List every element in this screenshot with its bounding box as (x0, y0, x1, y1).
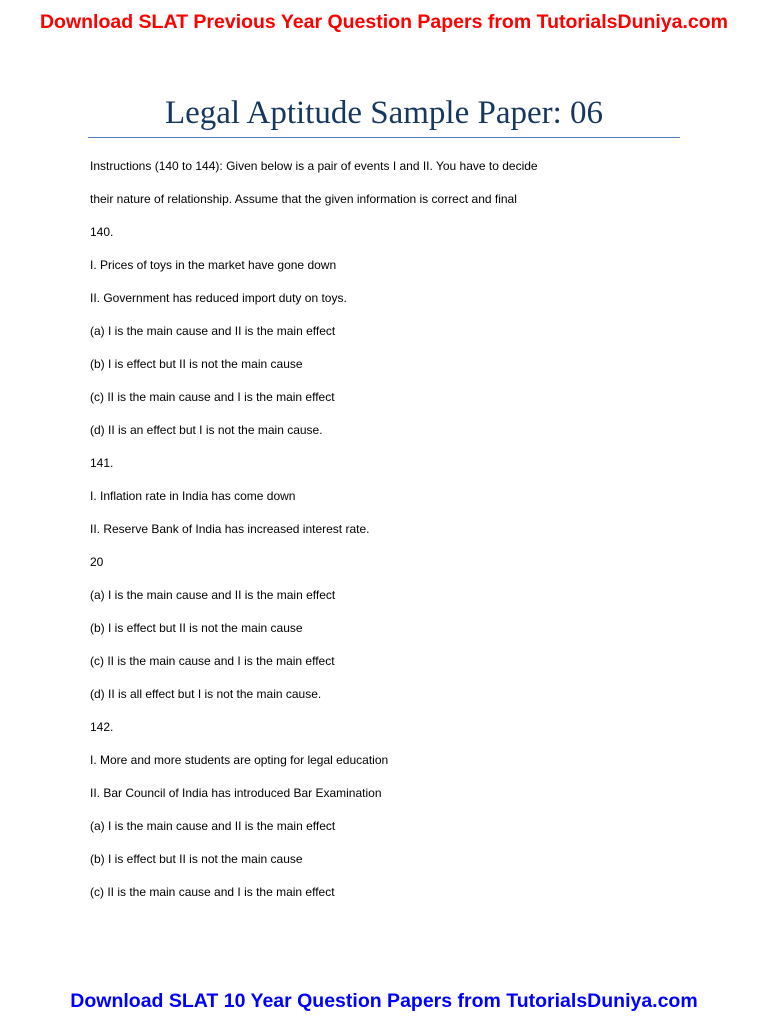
option-a-140: (a) I is the main cause and II is the main effect (90, 324, 336, 338)
option-d-140: (d) II is an effect but I is not the main cause. (90, 423, 323, 437)
question-number-141: 141. (90, 456, 114, 470)
page-title: Legal Aptitude Sample Paper: 06 (164, 95, 604, 131)
bottom-download-banner[interactable]: Download SLAT 10 Year Question Papers from TutorialsDuniya.com (70, 990, 698, 1012)
statement-i-141: I. Inflation rate in India has come down (90, 489, 296, 503)
option-a-142: (a) I is the main cause and II is the main effect (90, 819, 336, 833)
top-download-banner[interactable]: Download SLAT Previous Year Question Papers from TutorialsDuniya.com (39, 11, 729, 33)
question-text-block (90, 153, 690, 912)
option-c-142: (c) II is the main cause and I is the main effect (90, 885, 335, 899)
statement-ii-140: II. Government has reduced import duty on toys. (90, 291, 347, 305)
statement-i-140: I. Prices of toys in the market have gone down (90, 258, 337, 272)
option-b-141: (b) I is effect but II is not the main cause (90, 621, 303, 635)
instructions-line-1: Instructions (140 to 144): Given below is a pair of events I and II. You have to decide (90, 159, 538, 173)
option-c-141: (c) II is the main cause and I is the main effect (90, 654, 335, 668)
instructions-line-2: their nature of relationship. Assume that the given information is correct and final (90, 192, 517, 206)
page-number-line: 20 (90, 555, 104, 569)
question-number-142: 142. (90, 720, 114, 734)
option-d-141: (d) II is all effect but I is not the main cause. (90, 687, 322, 701)
option-c-140: (c) II is the main cause and I is the main effect (90, 390, 335, 404)
statement-ii-141: II. Reserve Bank of India has increased interest rate. (90, 522, 370, 536)
question-number-140: 140. (90, 225, 114, 239)
option-b-140: (b) I is effect but II is not the main cause (90, 357, 303, 371)
title-underline (88, 137, 680, 138)
statement-i-142: I. More and more students are opting for legal education (90, 753, 389, 767)
option-a-141: (a) I is the main cause and II is the main effect (90, 588, 336, 602)
statement-ii-142: II. Bar Council of India has introduced Bar Examination (90, 786, 382, 800)
option-b-142: (b) I is effect but II is not the main cause (90, 852, 303, 866)
